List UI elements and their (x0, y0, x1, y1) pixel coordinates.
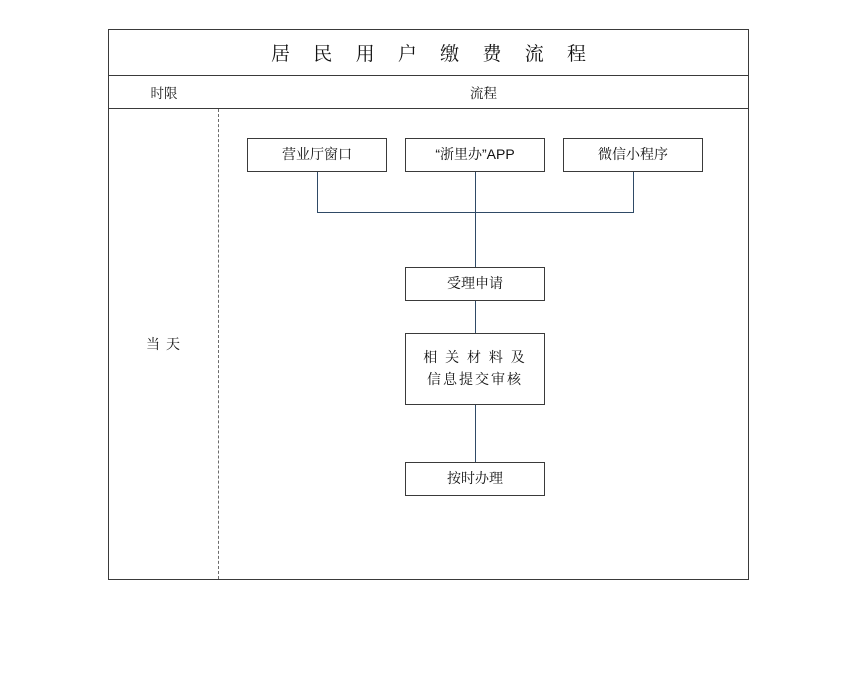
node-hall-window: 营业厅窗口 (247, 138, 387, 172)
process-flow-diagram (108, 29, 749, 580)
diagram-title: 居 民 用 户 缴 费 流 程 (271, 44, 595, 65)
node-submit-materials-line-2: 信息提交审核 (427, 371, 523, 387)
time-limit-value (146, 326, 181, 362)
node-zhengliban-app: “浙里办”APP (405, 138, 545, 172)
node-handle-on-time: 按时办理 (405, 462, 545, 496)
column-header-process: 流程 (470, 86, 497, 101)
time-limit-line-2: 天 (165, 336, 181, 352)
table-body-row (109, 109, 748, 579)
column-header-time-limit: 时限 (150, 86, 178, 101)
connector-bus-to-accept (475, 212, 476, 267)
connector-submit-to-handle (475, 405, 476, 462)
connector-wechat-down (633, 172, 634, 212)
node-submit-materials-line-1: 相 关 材 料 及 (423, 349, 527, 366)
time-limit-cell (109, 109, 219, 579)
connector-accept-to-submit (475, 301, 476, 333)
table-header-row (109, 76, 748, 109)
diagram-title-row (109, 30, 748, 76)
node-accept-application: 受理申请 (405, 267, 545, 301)
connector-app-down (475, 172, 476, 212)
time-limit-line-1: 当 (146, 336, 162, 352)
process-cell (219, 109, 748, 579)
node-wechat-miniprogram: 微信小程序 (563, 138, 703, 172)
connector-hall-down (317, 172, 318, 212)
node-submit-materials (405, 333, 545, 405)
